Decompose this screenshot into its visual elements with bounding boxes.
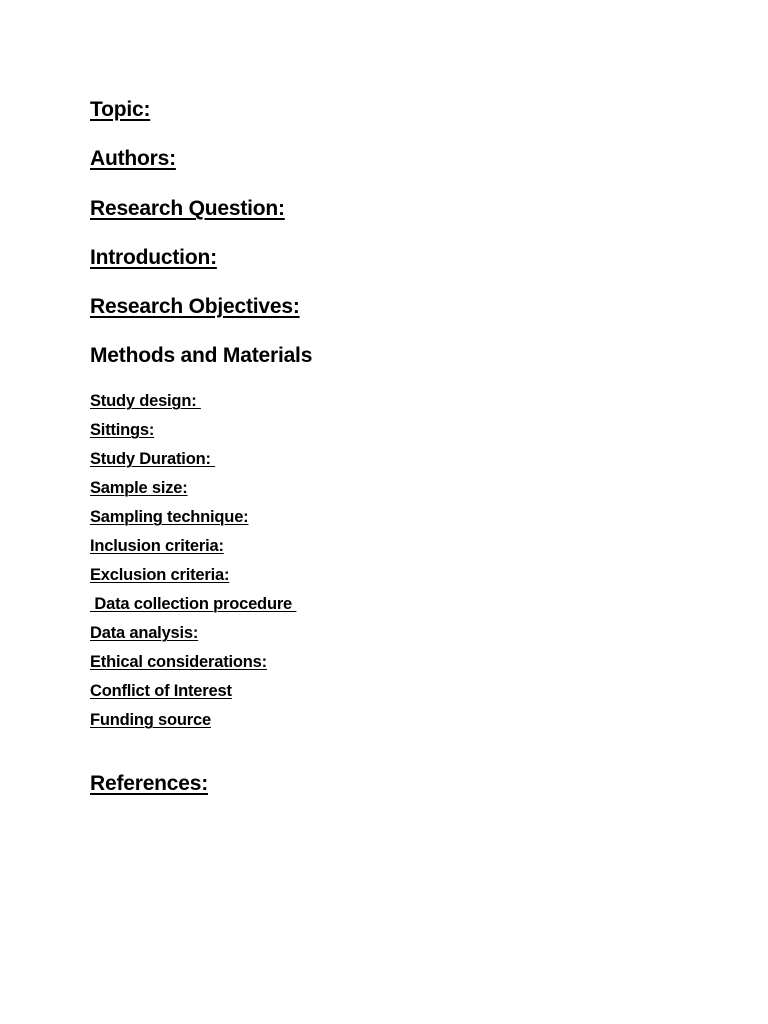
methods-item-sample-size: Sample size: [90, 479, 188, 497]
methods-item-study-duration: Study Duration: [90, 450, 216, 468]
methods-item-data-analysis: Data analysis: [90, 624, 199, 642]
heading-research-objectives: Research Objectives: [90, 295, 300, 318]
heading-references: References: [90, 772, 209, 795]
heading-authors: Authors: [90, 147, 176, 170]
methods-item-inclusion-criteria: Inclusion criteria: [90, 537, 224, 555]
methods-item-ethical-considerations: Ethical considerations: [90, 653, 267, 671]
heading-introduction: Introduction: [90, 246, 217, 269]
methods-item-study-design: Study design: [90, 392, 201, 410]
heading-methods-and-materials: Methods and Materials [90, 344, 313, 367]
heading-topic: Topic: [90, 98, 151, 121]
methods-item-conflict-of-interest: Conflict of Interest [90, 682, 232, 700]
methods-item-sampling-technique: Sampling technique: [90, 508, 249, 526]
methods-item-exclusion-criteria: Exclusion criteria: [90, 566, 230, 584]
methods-item-data-collection-procedure: Data collection procedure [90, 595, 297, 613]
methods-item-funding-source: Funding source [90, 711, 211, 729]
heading-research-question: Research Question: [90, 197, 285, 220]
methods-item-sittings: Sittings: [90, 421, 155, 439]
